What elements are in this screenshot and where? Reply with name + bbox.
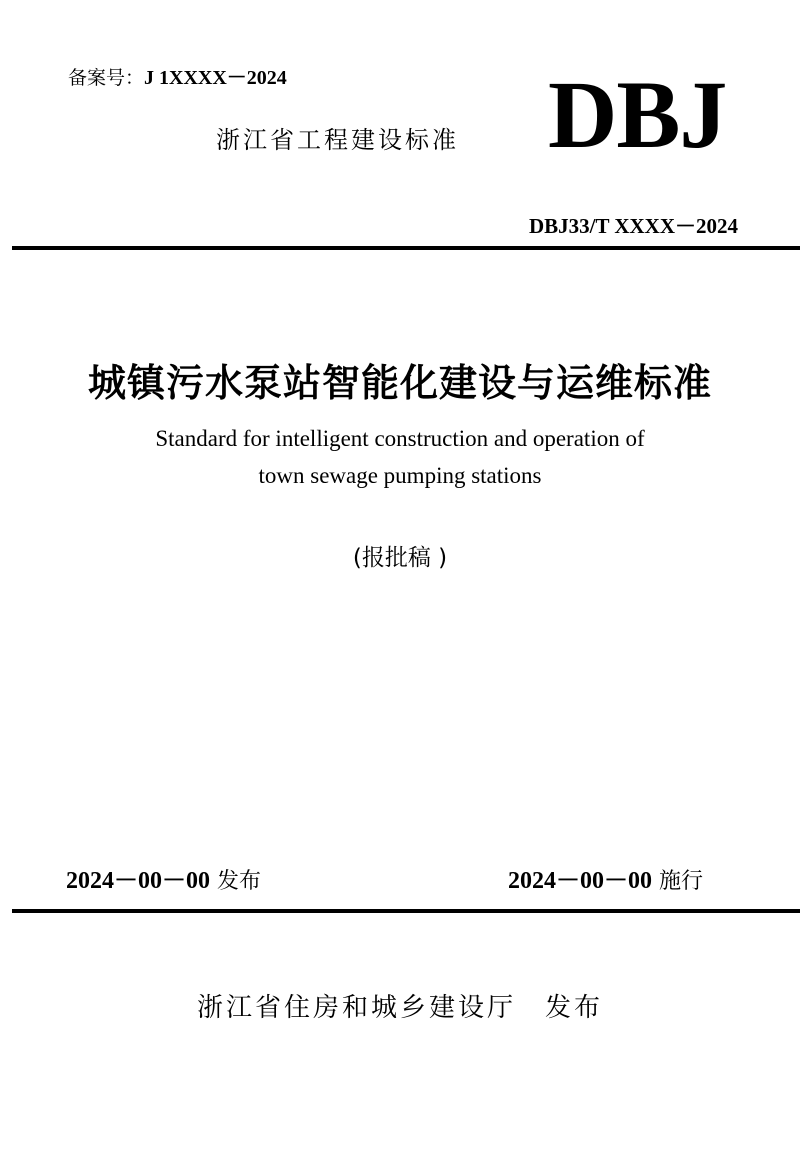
record-number bbox=[68, 66, 287, 90]
draft-status: (报批稿 ) bbox=[352, 545, 448, 571]
standard-code: DBJ33/T XXXX－2024 bbox=[528, 214, 738, 238]
dbj-logo: DBJ bbox=[548, 61, 727, 168]
top-divider bbox=[12, 246, 800, 250]
issue-date bbox=[66, 866, 261, 897]
issue-date-value: 2024－00－00 bbox=[66, 868, 210, 894]
publisher: 浙江省住房和城乡建设厅 发布 bbox=[196, 993, 603, 1023]
effective-date-label: 施行 bbox=[659, 869, 704, 894]
effective-date-value: 2024－00－00 bbox=[508, 868, 652, 894]
title-english-line2: town sewage pumping stations bbox=[258, 463, 542, 488]
issue-date-label: 发布 bbox=[217, 869, 262, 894]
bottom-divider bbox=[12, 909, 800, 913]
record-value: J 1XXXX－2024 bbox=[144, 67, 287, 89]
title-english-line1: Standard for intelligent construction and operation of bbox=[155, 426, 645, 451]
series-name: 浙江省工程建设标准 bbox=[216, 126, 459, 154]
title-chinese: 城镇污水泵站智能化建设与运维标准 bbox=[87, 360, 712, 405]
effective-date bbox=[508, 866, 703, 897]
record-label: 备案号： bbox=[68, 67, 145, 89]
